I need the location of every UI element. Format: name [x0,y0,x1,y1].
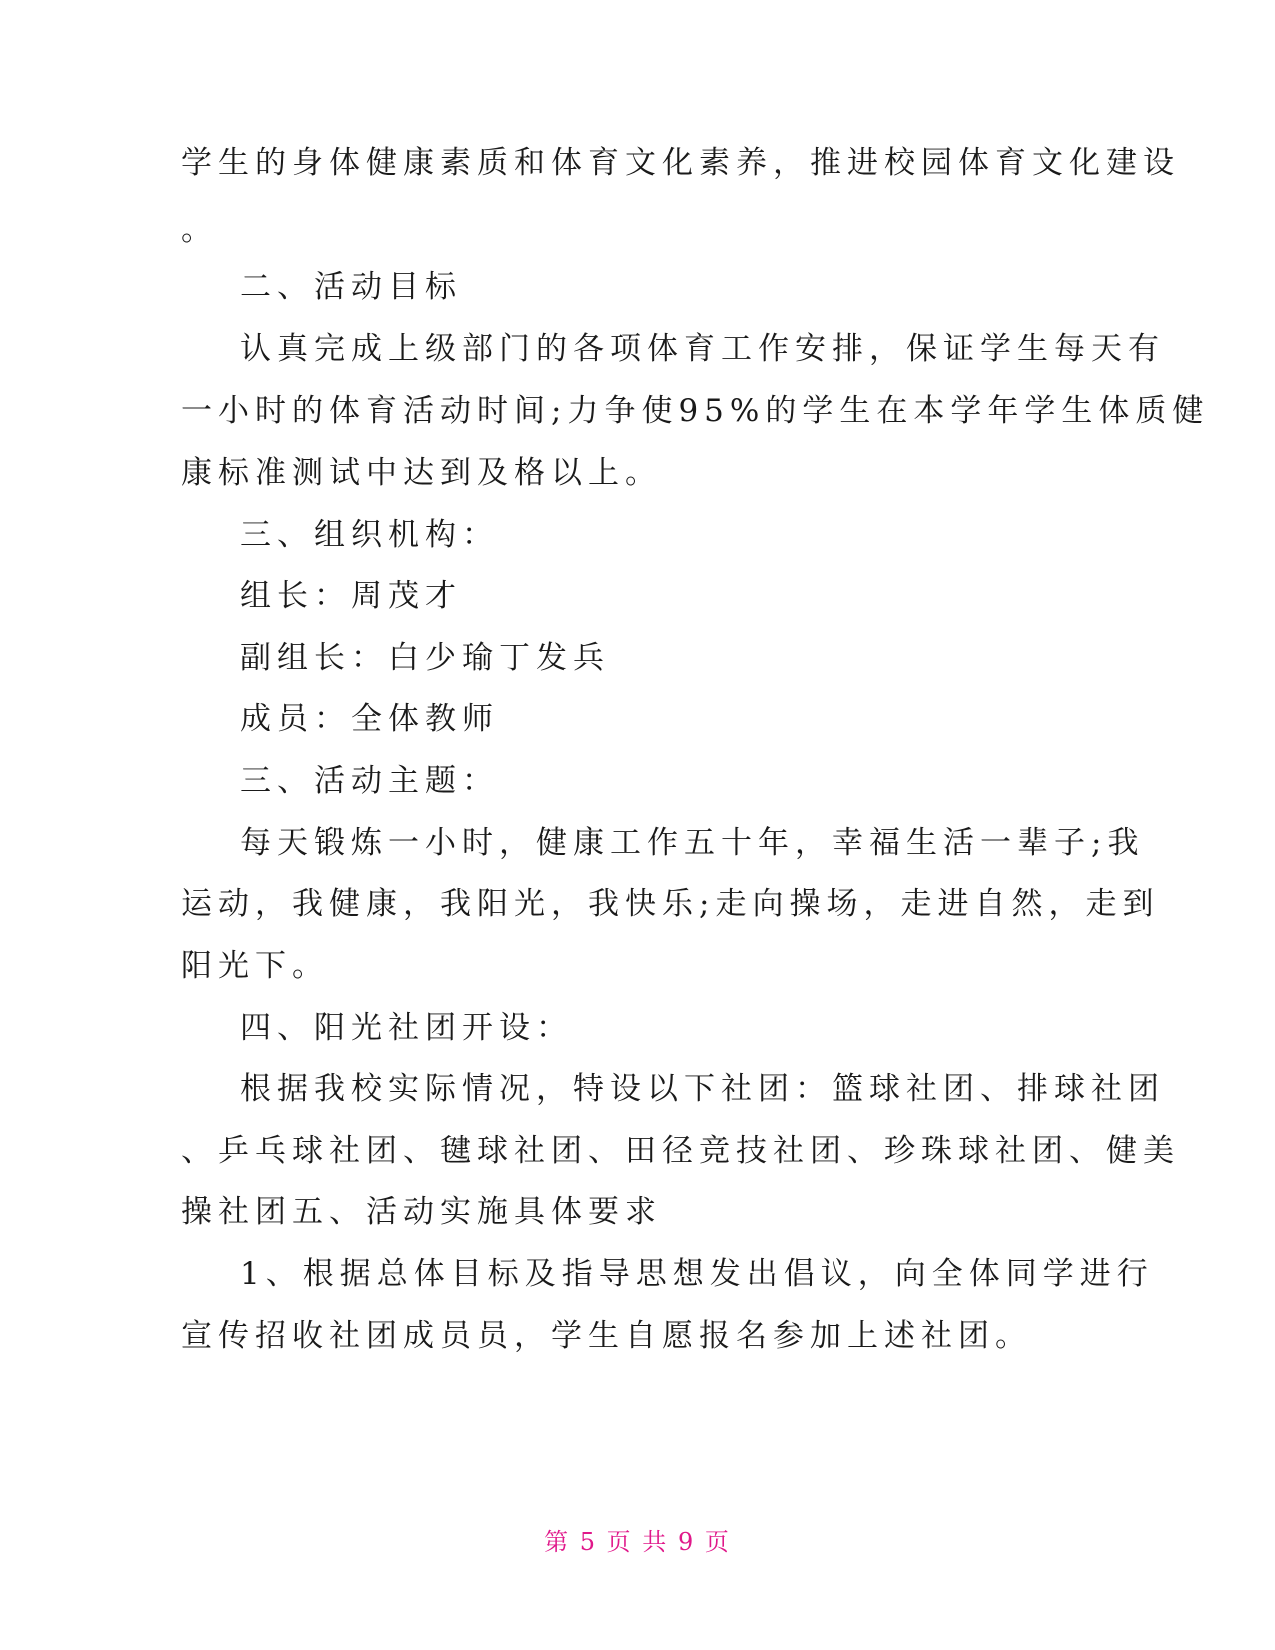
body-text-line: 每天锻炼一小时，健康工作五十年，幸福生活一辈子;我 [240,825,1145,861]
body-text-line: 操社团五、活动实施具体要求 [181,1194,662,1230]
body-text-line: 根据我校实际情况，特设以下社团：篮球社团、排球社团 [240,1071,1165,1107]
body-text-line: 认真完成上级部门的各项体育工作安排，保证学生每天有 [240,331,1165,367]
section-heading: 二、活动目标 [240,269,462,305]
body-text-line: 、乒乓球社团、毽球社团、田径竞技社团、珍珠球社团、健美 [181,1133,1180,1169]
section-heading: 三、组织机构： [240,517,499,553]
body-text-line: 一小时的体育活动时间;力争使95%的学生在本学年学生体质健 [181,393,1210,429]
section-heading: 四、阳光社团开设： [240,1010,573,1046]
body-text-line: 。 [181,212,218,248]
body-text-line: 康标准测试中达到及格以上。 [181,455,662,491]
body-text-line: 副组长：白少瑜丁发兵 [240,640,610,676]
body-text-line: 宣传招收社团成员员，学生自愿报名参加上述社团。 [181,1318,1032,1354]
body-text-line: 1、根据总体目标及指导思想发出倡议，向全体同学进行 [240,1256,1154,1292]
body-text-line: 学生的身体健康素质和体育文化素养，推进校园体育文化建设 [181,145,1180,181]
body-text-line: 阳光下。 [181,948,329,984]
body-text-line: 组长：周茂才 [240,578,462,614]
page-number-footer: 第 5 页 共 9 页 [544,1528,731,1556]
body-text-line: 成员：全体教师 [240,701,499,737]
body-text-line: 运动，我健康，我阳光，我快乐;走向操场，走进自然，走到 [181,886,1160,922]
section-heading: 三、活动主题： [240,763,499,799]
